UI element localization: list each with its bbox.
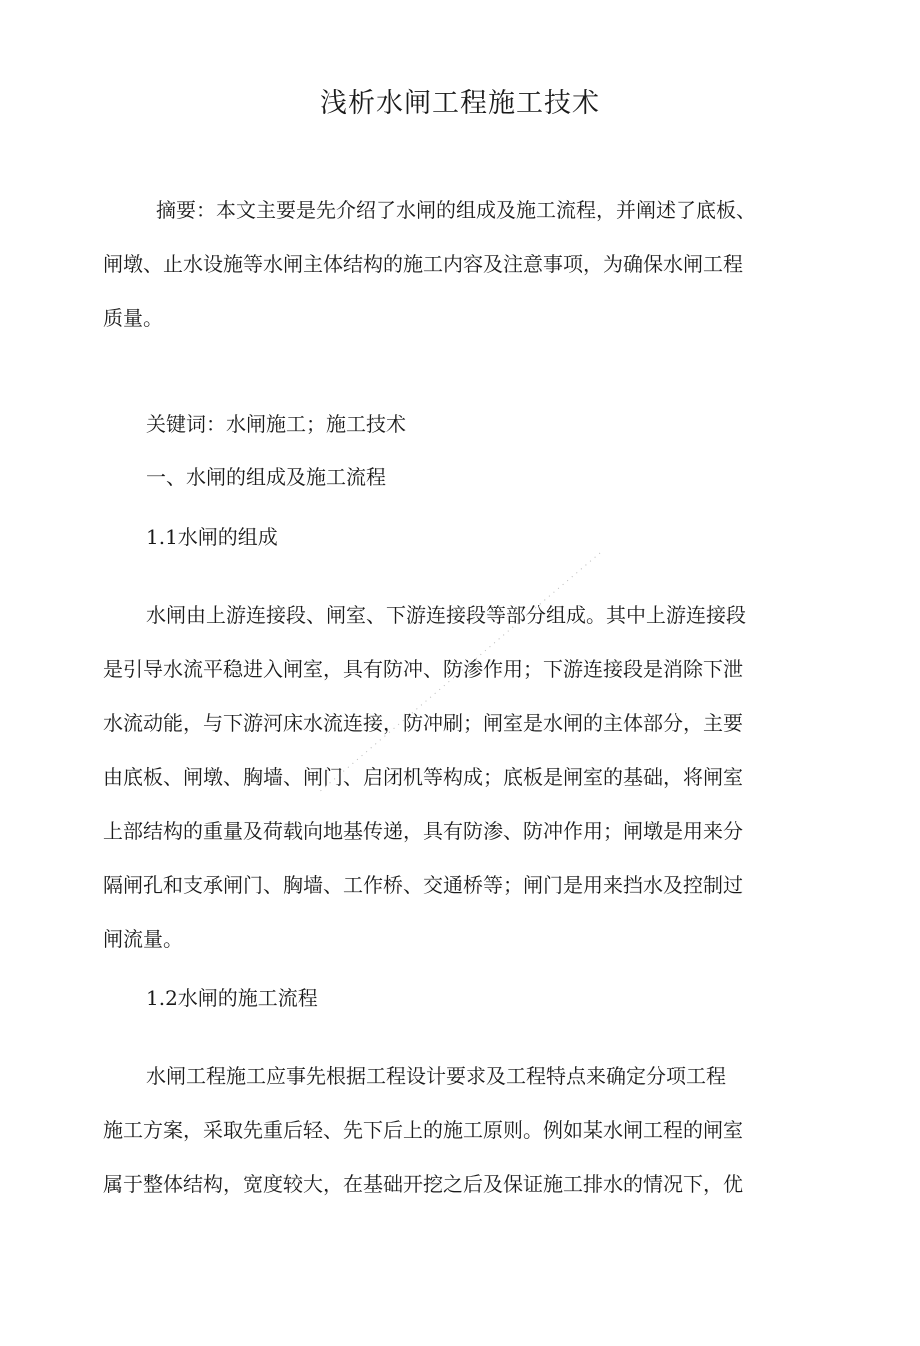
paragraph-2-line-3: 属于整体结构，宽度较大，在基础开挖之后及保证施工排水的情况下，优 [103, 1172, 743, 1196]
abstract-line-1: 摘要：本文主要是先介绍了水闸的组成及施工流程，并阐述了底板、 [156, 198, 756, 222]
abstract-line-3: 质量。 [103, 306, 163, 330]
paragraph-1-line-6: 隔闸孔和支承闸门、胸墙、工作桥、交通桥等；闸门是用来挡水及控制过 [103, 873, 743, 897]
document-title: 浅析水闸工程施工技术 [320, 88, 600, 119]
paragraph-2-line-2: 施工方案，采取先重后轻、先下后上的施工原则。例如某水闸工程的闸室 [103, 1118, 743, 1142]
paragraph-1-line-7: 闸流量。 [103, 927, 183, 951]
section-heading: 一、水闸的组成及施工流程 [146, 465, 386, 489]
paragraph-1-line-4: 由底板、闸墩、胸墙、闸门、启闭机等构成；底板是闸室的基础，将闸室 [103, 765, 743, 789]
subsection-heading-1-2: 1.2水闸的施工流程 [146, 986, 318, 1010]
keywords-line: 关键词：水闸施工；施工技术 [146, 412, 406, 436]
paragraph-1-line-2: 是引导水流平稳进入闸室，具有防冲、防渗作用；下游连接段是消除下泄 [103, 657, 743, 681]
paragraph-1-line-1: 水闸由上游连接段、闸室、下游连接段等部分组成。其中上游连接段 [146, 603, 746, 627]
paragraph-2-line-1: 水闸工程施工应事先根据工程设计要求及工程特点来确定分项工程 [146, 1064, 726, 1088]
subsection-heading-1-1: 1.1水闸的组成 [146, 525, 278, 549]
abstract-line-2: 闸墩、止水设施等水闸主体结构的施工内容及注意事项，为确保水闸工程 [103, 252, 743, 276]
paragraph-1-line-3: 水流动能，与下游河床水流连接，防冲刷；闸室是水闸的主体部分，主要 [103, 711, 743, 735]
paragraph-1-line-5: 上部结构的重量及荷载向地基传递，具有防渗、防冲作用；闸墩是用来分 [103, 819, 743, 843]
